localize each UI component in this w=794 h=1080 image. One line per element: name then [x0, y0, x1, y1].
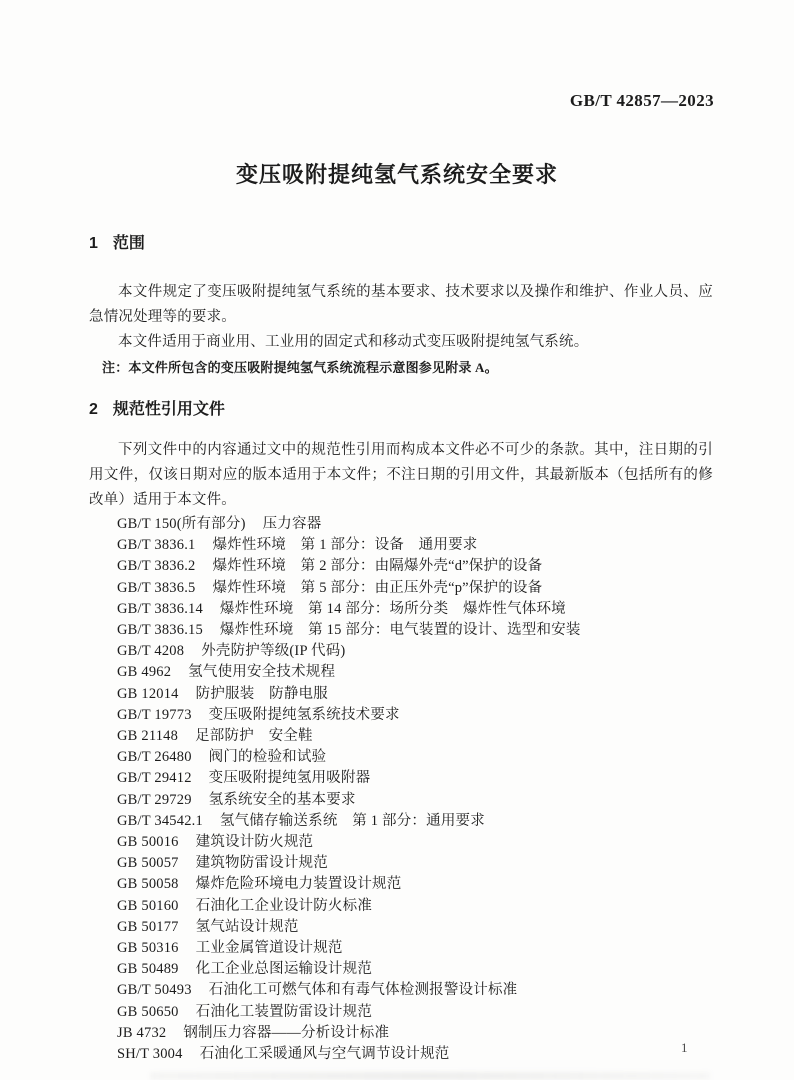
reference-title: 钢制压力容器——分析设计标准 — [183, 1024, 390, 1041]
reference-code: GB 50177 — [117, 918, 179, 935]
section-1-title: 范围 — [112, 235, 145, 252]
reference-item — [117, 832, 713, 853]
reference-code: SH/T 3004 — [117, 1046, 183, 1063]
reference-code: GB/T 3836.1 — [117, 537, 196, 554]
reference-item — [117, 853, 713, 874]
reference-item — [117, 1023, 713, 1044]
reference-item — [117, 556, 713, 577]
reference-item — [117, 599, 713, 620]
reference-title: 工业金属管道设计规范 — [195, 940, 343, 957]
references-list — [89, 514, 713, 1065]
reference-code: GB 4962 — [117, 664, 172, 681]
reference-title: 建筑设计防火规范 — [195, 834, 314, 851]
reference-code: GB/T 3836.14 — [117, 600, 203, 617]
reference-item — [117, 811, 713, 832]
reference-item — [117, 641, 713, 662]
reference-code: GB 50058 — [117, 876, 179, 893]
reference-title: 外壳防护等级(IP 代码) — [201, 643, 346, 660]
reference-item — [117, 896, 713, 917]
section-2-heading — [89, 400, 713, 420]
reference-code: GB/T 4208 — [117, 643, 185, 660]
reference-code: GB/T 50493 — [117, 982, 192, 999]
reference-title: 氢气站设计规范 — [195, 918, 299, 935]
reference-code: GB/T 29412 — [117, 770, 192, 787]
reference-title: 爆炸性环境 第 14 部分：场所分类 爆炸性气体环境 — [219, 600, 566, 617]
reference-item — [117, 980, 713, 1001]
reference-item — [117, 1002, 713, 1023]
reference-item — [117, 959, 713, 980]
document-title: 变压吸附提纯氢气系统安全要求 — [235, 162, 558, 187]
reference-item — [117, 917, 713, 938]
reference-title: 化工企业总图运输设计规范 — [195, 961, 373, 978]
reference-title: 氢气储存输送系统 第 1 部分：通用要求 — [219, 812, 485, 829]
reference-title: 变压吸附提纯氢用吸附器 — [208, 770, 371, 787]
reference-item — [117, 726, 713, 747]
section-2-title: 规范性引用文件 — [112, 401, 225, 418]
section-2-number: 2 — [89, 401, 98, 418]
reference-code: GB 50316 — [117, 940, 179, 957]
reference-title: 爆炸危险环境电力装置设计规范 — [195, 876, 402, 893]
reference-title: 压力容器 — [262, 516, 322, 532]
reference-title: 建筑物防雷设计规范 — [195, 855, 328, 872]
reference-code: GB/T 3836.5 — [117, 579, 196, 596]
reference-item — [117, 747, 713, 768]
reference-item — [117, 768, 713, 789]
reference-item — [117, 662, 713, 683]
reference-item — [117, 684, 713, 705]
scope-note: 注：本文件所包含的变压吸附提纯氢气系统流程示意图参见附录 A。 — [102, 360, 498, 375]
section-1-heading — [89, 234, 713, 254]
reference-code: GB 50650 — [117, 1003, 179, 1020]
scan-artifact — [150, 1072, 710, 1080]
scope-paragraph-2: 本文件适用于商业用、工业用的固定式和移动式变压吸附提纯氢气系统。 — [118, 334, 589, 350]
reference-code: GB/T 34542.1 — [117, 812, 203, 829]
reference-title: 爆炸性环境 第 1 部分：设备 通用要求 — [212, 537, 478, 554]
reference-item — [117, 874, 713, 895]
reference-item — [117, 705, 713, 726]
scope-paragraph-1: 本文件规定了变压吸附提纯氢气系统的基本要求、技术要求以及操作和维护、作业人员、应急情况处理等的要求。 — [89, 284, 713, 325]
reference-code: GB/T 3836.15 — [117, 622, 203, 639]
reference-code: GB 50489 — [117, 961, 179, 978]
reference-title: 变压吸附提纯氢系统技术要求 — [208, 706, 400, 723]
reference-title: 石油化工装置防雷设计规范 — [195, 1003, 373, 1020]
reference-code: GB/T 29729 — [117, 791, 192, 808]
standard-number: GB/T 42857—2023 — [569, 91, 714, 110]
reference-title: 氢气使用安全技术规程 — [188, 664, 336, 681]
reference-title: 爆炸性环境 第 2 部分：由隔爆外壳“d”保护的设备 — [212, 558, 543, 575]
reference-item — [117, 1044, 713, 1065]
reference-code: GB 12014 — [117, 685, 179, 702]
reference-title: 阀门的检验和试验 — [208, 749, 327, 766]
reference-title: 爆炸性环境 第 15 部分：电气装置的设计、选型和安装 — [219, 622, 581, 639]
page-number: 1 — [681, 1040, 688, 1055]
reference-title: 足部防护 安全鞋 — [195, 728, 313, 745]
section-1-number: 1 — [89, 235, 98, 252]
reference-title: 石油化工可燃气体和有毒气体检测报警设计标准 — [208, 982, 518, 999]
reference-code: JB 4732 — [117, 1024, 167, 1041]
reference-title: 石油化工采暖通风与空气调节设计规范 — [199, 1046, 450, 1063]
reference-code: GB 50160 — [117, 897, 179, 914]
reference-title: 防护服装 防静电服 — [195, 685, 328, 702]
document-body — [89, 234, 713, 1065]
reference-item — [117, 620, 713, 641]
reference-item — [117, 790, 713, 811]
reference-code: GB 50057 — [117, 855, 179, 872]
reference-title: 爆炸性环境 第 5 部分：由正压外壳“p”保护的设备 — [212, 579, 543, 596]
reference-title: 石油化工企业设计防火标准 — [195, 897, 373, 914]
reference-title: 氢系统安全的基本要求 — [208, 791, 356, 808]
reference-item — [117, 578, 713, 599]
normative-references-intro: 下列文件中的内容通过文中的规范性引用而构成本文件必不可少的条款。其中，注日期的引用文件，仅该日期对应的版本适用于本文件；不注日期的引用文件，其最新版本（包括所有的修改单）适用于本文件。 — [89, 442, 713, 508]
reference-code: GB/T 26480 — [117, 749, 192, 766]
reference-code: GB/T 150(所有部分) — [117, 516, 246, 532]
reference-item — [117, 535, 713, 556]
reference-code: GB/T 19773 — [117, 706, 192, 723]
reference-code: GB 50016 — [117, 834, 179, 851]
reference-code: GB/T 3836.2 — [117, 558, 196, 575]
reference-item — [117, 938, 713, 959]
reference-code: GB 21148 — [117, 728, 179, 745]
reference-item — [117, 514, 713, 535]
